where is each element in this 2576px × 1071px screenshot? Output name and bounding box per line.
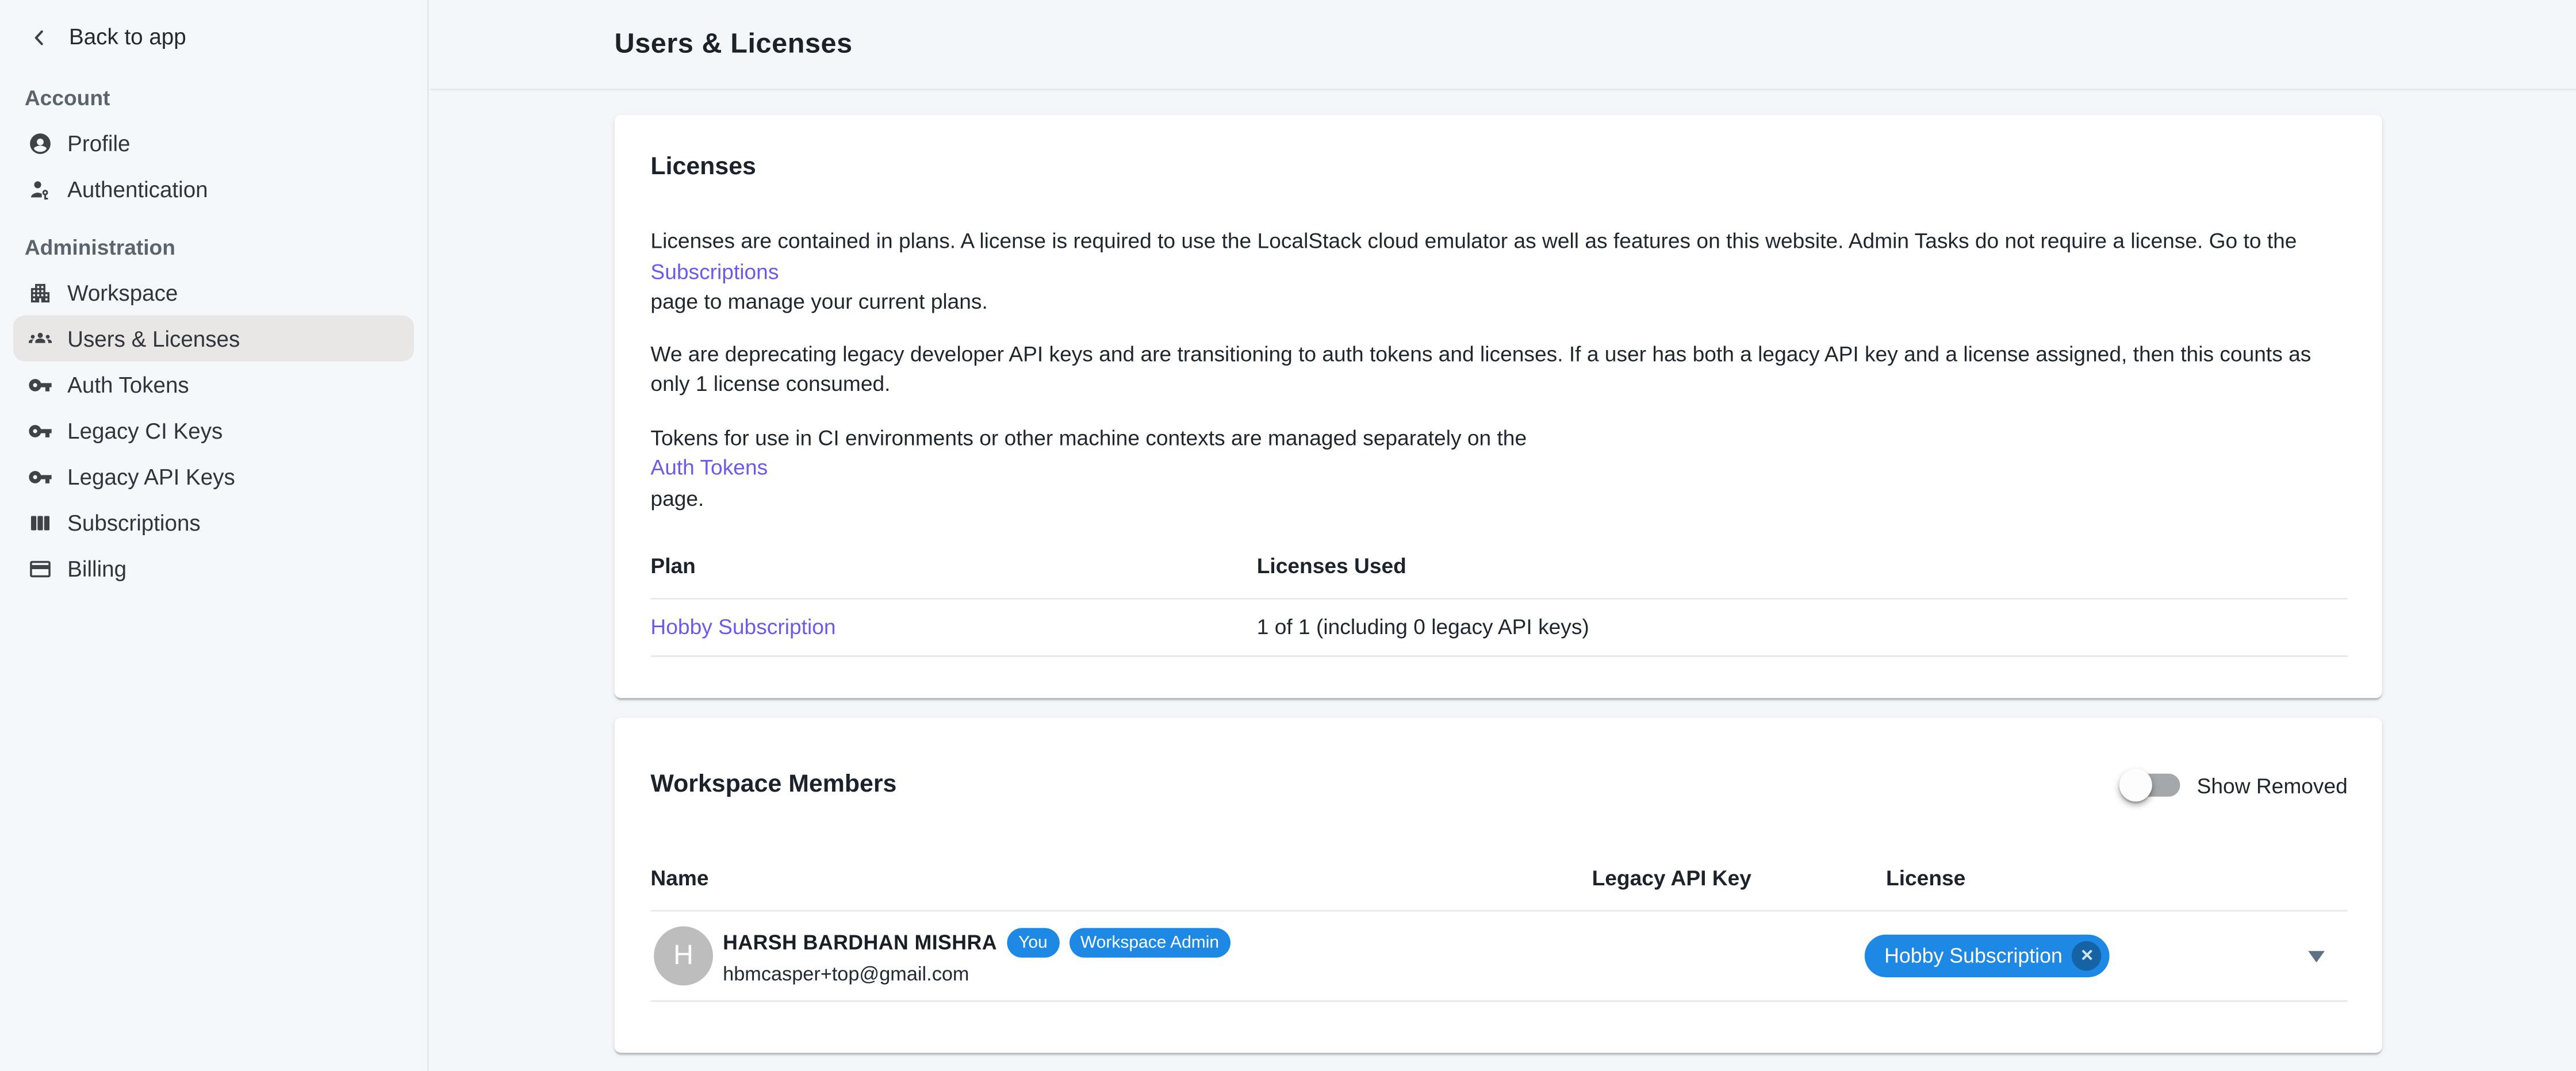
sidebar-item-label: Billing bbox=[67, 556, 127, 581]
sidebar-item-label: Auth Tokens bbox=[67, 372, 189, 397]
sidebar-item-users-licenses[interactable] bbox=[13, 316, 414, 362]
remove-license-icon[interactable]: ✕ bbox=[2072, 941, 2102, 970]
licenses-paragraph-3 bbox=[650, 423, 2347, 515]
sidebar-item-legacy-ci-keys[interactable] bbox=[13, 408, 414, 454]
paragraph-text: page. bbox=[650, 485, 704, 510]
avatar: H bbox=[654, 926, 713, 985]
show-removed-label: Show Removed bbox=[2196, 773, 2348, 798]
sidebar-item-label: Subscriptions bbox=[67, 510, 201, 535]
sidebar-item-label: Users & Licenses bbox=[67, 326, 240, 351]
member-email: hbmcasper+top@gmail.com bbox=[723, 961, 969, 985]
licenses-card bbox=[615, 115, 2382, 698]
key-icon bbox=[28, 464, 53, 489]
member-name: HARSH BARDHAN MISHRA bbox=[723, 930, 997, 954]
building-icon bbox=[28, 280, 53, 305]
show-removed-toggle[interactable] bbox=[2125, 774, 2180, 797]
back-to-app-button[interactable] bbox=[0, 0, 427, 63]
account-circle-icon bbox=[28, 130, 53, 155]
groups-icon bbox=[28, 326, 53, 351]
auth-tokens-link[interactable]: Auth Tokens bbox=[650, 455, 768, 480]
column-header-licenses-used: Licenses Used bbox=[1256, 553, 1406, 578]
sidebar-item-authentication[interactable] bbox=[13, 166, 414, 212]
column-header-license: License bbox=[1886, 865, 1966, 890]
key-icon bbox=[28, 372, 53, 397]
sidebar-item-workspace[interactable] bbox=[13, 270, 414, 316]
person-key-icon bbox=[28, 176, 53, 201]
paragraph-text: Tokens for use in CI environments or other machine contexts are managed separately on the bbox=[650, 424, 1527, 450]
sidebar-item-profile[interactable] bbox=[13, 120, 414, 166]
hobby-subscription-link[interactable]: Hobby Subscription bbox=[650, 614, 836, 639]
sidebar-item-label: Profile bbox=[67, 130, 131, 155]
you-badge: You bbox=[1007, 927, 1059, 957]
members-card-title: Workspace Members bbox=[650, 770, 897, 799]
plans-table-header bbox=[650, 537, 2347, 600]
page-content bbox=[431, 90, 2576, 1053]
license-chip-label: Hobby Subscription bbox=[1884, 944, 2063, 968]
plans-table bbox=[650, 537, 2347, 657]
section-label-administration: Administration bbox=[24, 235, 175, 260]
licenses-paragraph-1 bbox=[650, 227, 2347, 318]
sidebar-item-subscriptions[interactable] bbox=[13, 500, 414, 546]
plan-row bbox=[650, 600, 2347, 657]
paragraph-text: Licenses are contained in plans. A license is required to use the LocalStack cloud emulator as well as features on this website. Admin Tasks do not require a license. Go to the bbox=[650, 228, 2297, 253]
column-header-name: Name bbox=[650, 865, 709, 890]
member-row bbox=[650, 912, 2347, 1002]
sidebar-item-label: Authentication bbox=[67, 176, 208, 201]
page-title: Users & Licenses bbox=[614, 28, 853, 59]
column-header-legacy-api-key: Legacy API Key bbox=[1592, 865, 1751, 890]
licenses-paragraph-2: We are deprecating legacy developer API keys and are transitioning to auth tokens and licenses. If a user has both a legacy API key and a license assigned, then this counts as only 1 license consumed. bbox=[650, 340, 2312, 396]
show-removed-control bbox=[2125, 773, 2348, 797]
settings-sidebar bbox=[0, 0, 429, 1071]
license-dropdown-arrow-icon[interactable] bbox=[2308, 951, 2325, 962]
chevron-left-icon bbox=[28, 25, 51, 48]
paragraph-text: page to manage your current plans. bbox=[650, 289, 988, 314]
credit-card-icon bbox=[28, 556, 53, 581]
key-icon bbox=[28, 418, 53, 443]
workspace-members-card bbox=[615, 718, 2382, 1053]
sidebar-item-label: Workspace bbox=[67, 280, 178, 305]
member-identity bbox=[723, 927, 1230, 985]
sidebar-item-label: Legacy API Keys bbox=[67, 464, 235, 489]
workspace-admin-badge: Workspace Admin bbox=[1069, 927, 1230, 957]
sidebar-item-auth-tokens[interactable] bbox=[13, 362, 414, 408]
licenses-card-title: Licenses bbox=[650, 152, 756, 181]
subscriptions-link[interactable]: Subscriptions bbox=[650, 259, 779, 283]
section-label-account: Account bbox=[24, 85, 110, 110]
license-chip[interactable] bbox=[1865, 935, 2110, 977]
sidebar-item-legacy-api-keys[interactable] bbox=[13, 454, 414, 500]
page-header bbox=[431, 0, 2576, 90]
members-table bbox=[650, 849, 2347, 1002]
main-area bbox=[431, 0, 2576, 1071]
licenses-used-value: 1 of 1 (including 0 legacy API keys) bbox=[1256, 614, 1589, 639]
columns-icon bbox=[28, 510, 53, 535]
sidebar-item-label: Legacy CI Keys bbox=[67, 418, 223, 443]
column-header-plan: Plan bbox=[650, 553, 696, 578]
back-to-app-label: Back to app bbox=[69, 24, 186, 49]
members-table-header bbox=[650, 849, 2347, 912]
sidebar-item-billing[interactable] bbox=[13, 546, 414, 592]
members-card-header bbox=[650, 770, 2347, 800]
